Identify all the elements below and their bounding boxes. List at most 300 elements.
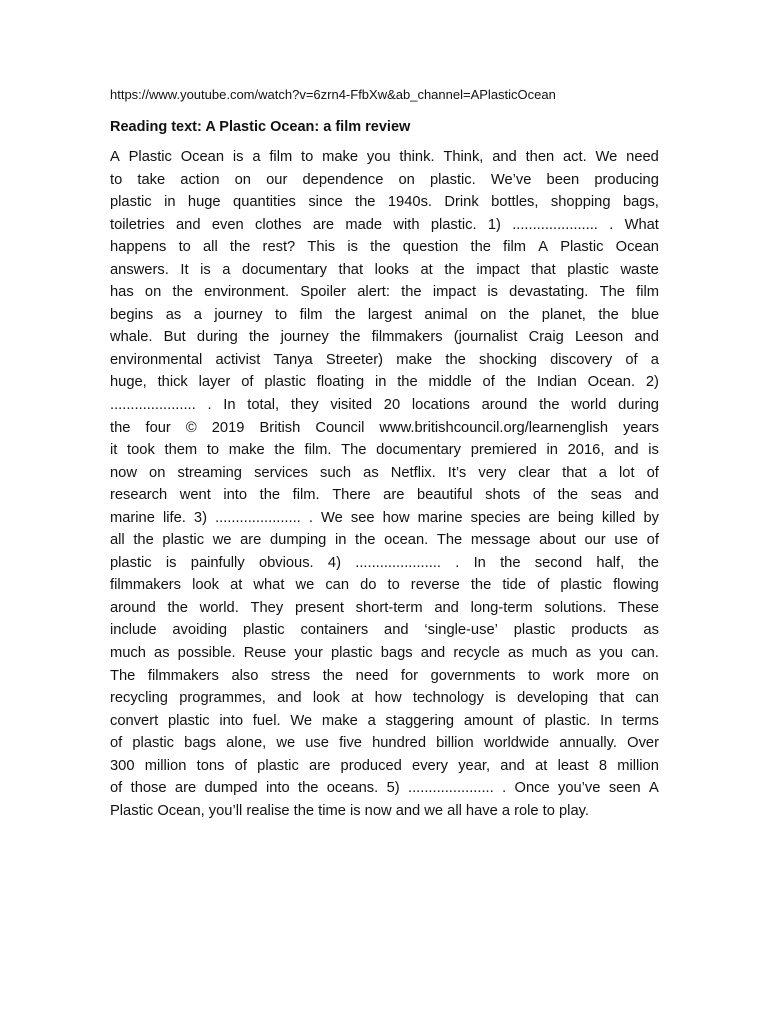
word: of: [482, 374, 495, 391]
word: need: [355, 667, 389, 684]
word: 20: [383, 397, 401, 414]
word: went: [179, 487, 211, 504]
word: are: [174, 780, 197, 797]
body-line: [110, 597, 659, 620]
word: all: [203, 239, 218, 256]
word: The: [436, 532, 463, 549]
word: around: [481, 397, 528, 414]
word: into: [223, 487, 248, 504]
word: least: [557, 757, 589, 774]
word: species: [470, 509, 521, 526]
word: terms: [622, 712, 659, 729]
video-url: https://www.youtube.com/watch?v=6zrn4-FfbXw&ab_channel=APlasticOcean: [110, 87, 556, 102]
word: even: [211, 216, 244, 233]
word: We: [290, 712, 313, 729]
word: being: [557, 509, 594, 526]
word: looks: [374, 261, 409, 278]
word: that: [599, 690, 624, 707]
word: it: [110, 442, 118, 459]
word: streaming: [177, 464, 242, 481]
word: .....................: [355, 554, 441, 571]
word: a: [367, 712, 376, 729]
word: to: [387, 577, 400, 594]
word: discovery: [550, 351, 613, 368]
word: bags: [380, 645, 413, 662]
word: .: [207, 397, 212, 414]
word: flowing: [613, 577, 659, 594]
word: waste: [620, 261, 659, 278]
word: We: [321, 509, 343, 526]
word: by: [643, 509, 659, 526]
word: the: [229, 239, 251, 256]
word: then: [525, 149, 555, 165]
word: huge: [187, 194, 221, 211]
word: million: [617, 757, 659, 774]
word: premiered: [470, 442, 537, 459]
word: The: [599, 284, 625, 301]
word: on: [234, 171, 251, 188]
word: stress: [270, 667, 311, 684]
word: include: [110, 622, 157, 639]
word: a: [252, 149, 261, 165]
word: 5): [386, 780, 400, 797]
word: largest: [367, 306, 412, 323]
word: A: [649, 780, 659, 797]
word: clear: [518, 464, 551, 481]
word: obvious.: [258, 554, 314, 571]
body-line: [110, 642, 659, 665]
word: Tanya: [273, 351, 313, 368]
word: Spoiler: [300, 284, 347, 301]
word: film: [503, 239, 526, 256]
word: hundred: [372, 735, 426, 752]
word: filmmakers: [371, 329, 443, 346]
word: planet,: [541, 306, 586, 323]
word: and: [176, 216, 201, 233]
word: the: [297, 780, 319, 797]
word: and: [384, 622, 409, 639]
word: containers: [300, 622, 369, 639]
word: make: [396, 351, 433, 368]
word: we: [212, 532, 232, 549]
word: those: [130, 780, 167, 797]
word: dumped: [204, 780, 258, 797]
word: as: [575, 645, 592, 662]
word: governments: [430, 667, 516, 684]
word: a: [598, 464, 607, 481]
word: you: [599, 645, 623, 662]
word: locations: [411, 397, 470, 414]
word: and: [434, 599, 459, 616]
word: We’ve: [490, 171, 532, 188]
word: convert: [110, 712, 159, 729]
word: message: [470, 532, 531, 549]
word: of: [522, 712, 535, 729]
word: Once: [514, 780, 550, 797]
word: the: [397, 374, 418, 391]
word: journey: [214, 306, 263, 323]
word: half,: [596, 554, 625, 571]
page-title: Reading text: A Plastic Ocean: a film review: [110, 119, 411, 135]
word: how: [382, 509, 410, 526]
word: of: [110, 735, 123, 752]
word: can.: [631, 645, 659, 662]
word: seas: [590, 487, 622, 504]
word: staggering: [385, 712, 455, 729]
body-line: [110, 371, 659, 394]
word: documentary: [376, 442, 462, 459]
word: during: [196, 329, 238, 346]
word: thick: [157, 374, 188, 391]
word: such: [320, 464, 352, 481]
word: the: [355, 194, 376, 211]
word: producing: [594, 171, 659, 188]
word: tide: [502, 577, 527, 594]
word: can: [325, 577, 350, 594]
word: The: [110, 667, 136, 684]
body-line: [110, 439, 659, 462]
word: is: [347, 239, 358, 256]
word: impact: [432, 284, 477, 301]
word: on: [480, 306, 497, 323]
word: of: [532, 487, 546, 504]
word: a: [193, 306, 202, 323]
word: of: [241, 374, 254, 391]
word: dumping: [269, 532, 327, 549]
word: avoiding: [172, 622, 228, 639]
word: as: [507, 645, 524, 662]
word: .: [455, 554, 460, 571]
word: plastic: [560, 577, 603, 594]
word: marine: [417, 509, 463, 526]
word: is: [232, 149, 244, 165]
word: think.: [399, 149, 435, 165]
word: the: [110, 419, 131, 436]
word: are: [383, 487, 405, 504]
word: take: [137, 171, 166, 188]
word: of: [646, 532, 659, 549]
word: quantities: [233, 194, 296, 211]
word: five: [339, 735, 362, 752]
word: .: [502, 780, 507, 797]
word: them: [164, 442, 198, 459]
word: and: [634, 487, 659, 504]
body-line: [110, 169, 659, 192]
word: to: [110, 171, 123, 188]
word: There: [332, 487, 371, 504]
word: plastic.: [430, 171, 476, 188]
word: are: [240, 532, 262, 549]
word: .....................: [215, 509, 301, 526]
body-line: [110, 417, 659, 440]
word: huge,: [110, 374, 147, 391]
word: Craig: [528, 329, 564, 346]
word: rest?: [262, 239, 296, 256]
word: on: [642, 667, 659, 684]
word: But: [163, 329, 186, 346]
word: to: [301, 149, 314, 165]
word: .: [308, 509, 313, 526]
word: produced: [340, 757, 402, 774]
word: as: [154, 645, 170, 662]
body-line: [110, 304, 659, 327]
body-line: [110, 710, 659, 733]
word: is: [200, 261, 211, 278]
word: amount: [463, 712, 513, 729]
word: plastic.: [544, 712, 591, 729]
word: also: [231, 667, 259, 684]
word: Ocean: [615, 239, 659, 256]
word: and: [634, 329, 659, 346]
word: It: [180, 261, 189, 278]
word: dependence: [302, 171, 384, 188]
word: ‘single-use’: [424, 622, 498, 639]
word: alert:: [357, 284, 390, 301]
word: short-term: [355, 599, 423, 616]
word: 4): [327, 554, 341, 571]
word: now: [110, 464, 137, 481]
word: the: [505, 374, 527, 391]
word: painfully: [190, 554, 245, 571]
word: make: [322, 149, 359, 165]
word: can: [635, 690, 659, 707]
word: of: [646, 464, 659, 481]
word: activist: [215, 351, 261, 368]
word: do: [360, 577, 377, 594]
word: the: [508, 306, 530, 323]
word: In: [600, 712, 613, 729]
word: film: [299, 306, 323, 323]
word: plastic: [331, 645, 373, 662]
word: are: [528, 509, 550, 526]
word: 3): [193, 509, 207, 526]
word: plastic: [264, 374, 306, 391]
word: plastic.: [430, 216, 477, 233]
word: 2016,: [567, 442, 605, 459]
word: alone,: [226, 735, 267, 752]
word: the: [259, 487, 281, 504]
word: more: [596, 667, 630, 684]
word: the: [133, 532, 154, 549]
word: happens: [110, 239, 167, 256]
body-line: Plastic Ocean, you’ll realise the time is now and we all have a role to play.: [110, 802, 589, 819]
word: seen: [608, 780, 641, 797]
word: .: [609, 216, 614, 233]
word: all: [110, 532, 125, 549]
word: marine: [110, 509, 155, 526]
word: begins: [110, 306, 154, 323]
word: to: [206, 442, 220, 459]
word: plastic: [110, 194, 152, 211]
body-line: [110, 191, 659, 214]
word: on: [144, 284, 162, 301]
word: been: [546, 171, 580, 188]
word: 2): [645, 374, 659, 391]
word: shopping: [550, 194, 611, 211]
word: fuel.: [252, 712, 281, 729]
word: around: [110, 599, 156, 616]
word: as: [643, 622, 659, 639]
word: to: [178, 239, 191, 256]
word: ocean.: [384, 532, 429, 549]
word: about: [539, 532, 576, 549]
word: Over: [627, 735, 659, 752]
word: that: [562, 464, 587, 481]
word: the: [557, 487, 579, 504]
word: Netflix.: [390, 464, 436, 481]
word: million: [144, 757, 187, 774]
word: What: [624, 216, 659, 233]
word: for: [400, 667, 419, 684]
word: and: [614, 442, 639, 459]
body-line: [110, 687, 659, 710]
review-body: [110, 146, 659, 822]
word: The: [341, 442, 367, 459]
word: the: [470, 577, 492, 594]
word: the: [638, 554, 659, 571]
word: Streeter): [325, 351, 384, 368]
word: your: [294, 645, 323, 662]
word: make: [321, 712, 358, 729]
word: the: [401, 284, 422, 301]
word: that: [338, 261, 364, 278]
word: shots: [485, 487, 521, 504]
word: the: [539, 397, 560, 414]
word: is: [165, 554, 177, 571]
word: at: [230, 577, 243, 594]
word: bags,: [622, 194, 659, 211]
word: plastic: [513, 622, 556, 639]
word: environment.: [204, 284, 290, 301]
word: the: [339, 329, 361, 346]
word: plastic: [162, 532, 205, 549]
word: film: [636, 284, 659, 301]
word: We: [595, 149, 618, 165]
body-line: [110, 349, 659, 372]
body-line: [110, 777, 659, 800]
body-line: [110, 732, 659, 755]
word: made: [345, 216, 383, 233]
word: at: [420, 261, 433, 278]
word: journey: [280, 329, 329, 346]
word: that: [531, 261, 556, 278]
body-line: [110, 462, 659, 485]
word: 300: [110, 757, 135, 774]
word: blue: [631, 306, 659, 323]
word: and: [420, 645, 446, 662]
word: the: [172, 284, 193, 301]
body-line: [110, 146, 659, 169]
word: the: [445, 351, 466, 368]
word: are: [309, 757, 331, 774]
word: second: [534, 554, 583, 571]
word: use: [305, 735, 329, 752]
word: into: [219, 712, 244, 729]
word: the: [334, 306, 356, 323]
word: four: [145, 419, 171, 436]
body-line: [110, 574, 659, 597]
word: In: [223, 397, 236, 414]
word: what: [253, 577, 285, 594]
word: www.britishcouncil.org/learnenglish: [379, 419, 609, 436]
word: at: [351, 690, 364, 707]
word: billion: [436, 735, 474, 752]
word: Plastic: [128, 149, 172, 165]
word: Ocean.: [587, 374, 636, 391]
word: Think,: [443, 149, 484, 165]
word: oceans.: [326, 780, 379, 797]
word: our: [584, 532, 606, 549]
word: of: [537, 577, 550, 594]
word: impact: [476, 261, 520, 278]
body-line: [110, 259, 659, 282]
word: programmes,: [179, 690, 266, 707]
word: These: [618, 599, 659, 616]
word: .....................: [512, 216, 598, 233]
word: as: [165, 306, 182, 323]
word: the: [500, 554, 521, 571]
word: recycling: [110, 690, 168, 707]
body-line: [110, 507, 659, 530]
word: act.: [563, 149, 587, 165]
word: It’s: [447, 464, 467, 481]
word: question: [402, 239, 459, 256]
word: you’ve: [557, 780, 601, 797]
word: you: [366, 149, 391, 165]
word: plastic: [257, 757, 299, 774]
word: middle: [428, 374, 472, 391]
word: services: [254, 464, 308, 481]
word: the: [322, 667, 344, 684]
word: Reuse: [243, 645, 287, 662]
word: in: [374, 374, 387, 391]
word: a: [650, 351, 659, 368]
word: bags: [184, 735, 217, 752]
word: see: [350, 509, 375, 526]
word: present: [294, 599, 344, 616]
word: layer: [198, 374, 231, 391]
word: reverse: [410, 577, 460, 594]
word: into: [265, 780, 290, 797]
word: the: [167, 599, 188, 616]
word: Plastic: [560, 239, 604, 256]
word: products: [571, 622, 628, 639]
word: This: [307, 239, 336, 256]
body-line: [110, 665, 659, 688]
word: to: [528, 667, 541, 684]
word: film.: [292, 487, 320, 504]
word: the: [274, 442, 295, 459]
word: 1940s.: [387, 194, 432, 211]
word: year,: [458, 757, 491, 774]
word: during: [618, 397, 659, 414]
word: .....................: [110, 397, 196, 414]
word: annually.: [559, 735, 617, 752]
word: total,: [247, 397, 280, 414]
word: use: [614, 532, 639, 549]
word: we: [295, 577, 315, 594]
word: recycle: [453, 645, 500, 662]
word: are: [312, 216, 335, 233]
word: a: [222, 261, 231, 278]
word: plastic: [242, 622, 285, 639]
word: tons: [196, 757, 225, 774]
word: shocking: [478, 351, 537, 368]
word: environmental: [110, 351, 203, 368]
body-line: [110, 755, 659, 778]
word: whale.: [110, 329, 153, 346]
word: action: [180, 171, 220, 188]
